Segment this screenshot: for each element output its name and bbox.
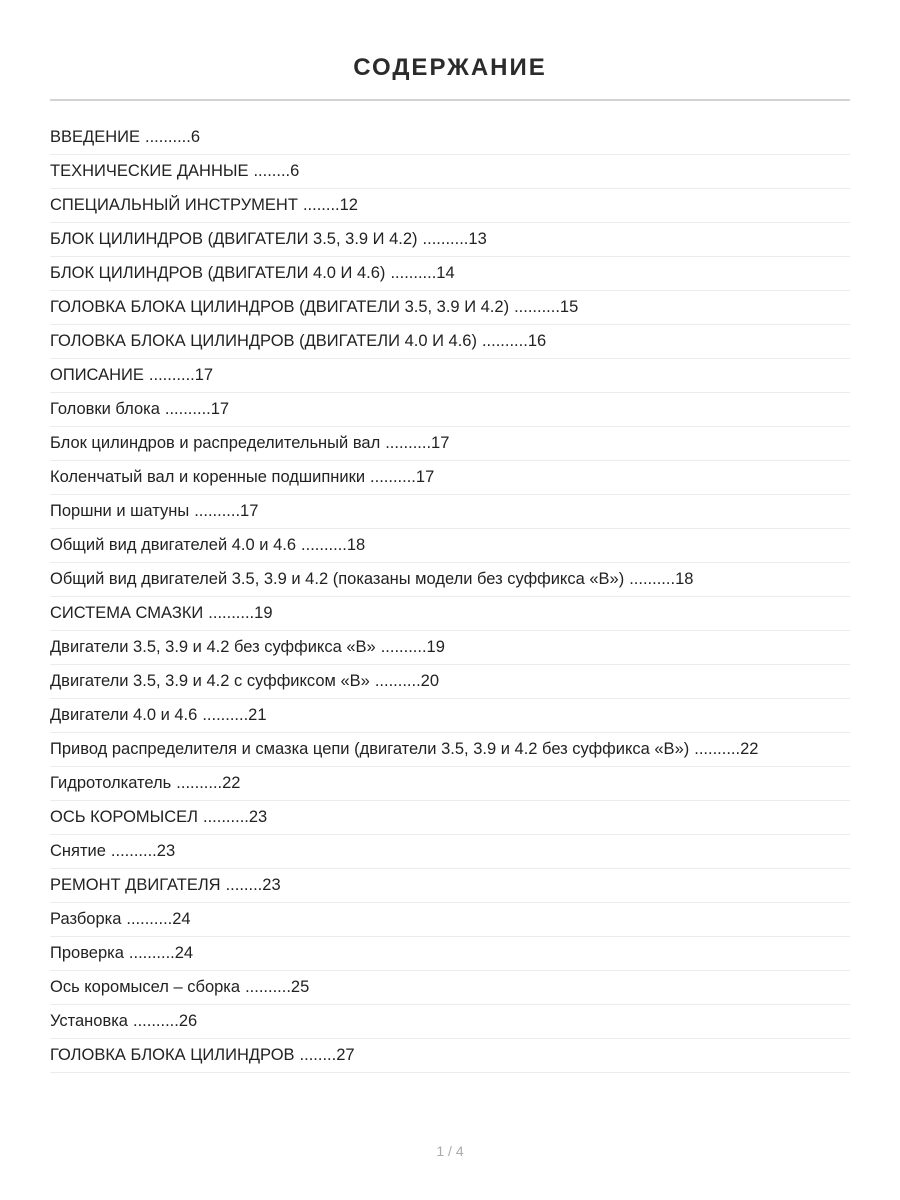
- toc-entry-leader: ........: [253, 162, 291, 180]
- toc-entry-leader: ..........: [203, 808, 249, 826]
- toc-entry[interactable]: [50, 869, 850, 903]
- toc-entry-title: Проверка: [50, 944, 124, 962]
- toc-entry[interactable]: [50, 257, 850, 291]
- toc-entry-page: 22: [740, 740, 759, 758]
- toc-entry[interactable]: [50, 665, 850, 699]
- toc-entry-title: Привод распределителя и смазка цепи (двигатели 3.5, 3.9 и 4.2 без суффикса «В»): [50, 740, 690, 758]
- toc-entry[interactable]: [50, 971, 850, 1005]
- toc-entry-leader: ..........: [144, 128, 191, 146]
- toc-entry-page: 17: [210, 400, 230, 418]
- toc-entry[interactable]: [50, 801, 850, 835]
- toc-entry-title: СИСТЕМА СМАЗКИ: [50, 604, 204, 622]
- toc-entry-leader: ..........: [380, 638, 427, 656]
- toc-entry[interactable]: [50, 461, 850, 495]
- toc-entry-title: ТЕХНИЧЕСКИЕ ДАННЫЕ: [50, 162, 249, 180]
- toc-entry[interactable]: [50, 495, 850, 529]
- toc-entry-leader: ..........: [629, 570, 676, 588]
- toc-entry-leader: ..........: [208, 604, 255, 622]
- toc-entry[interactable]: [50, 733, 850, 767]
- toc-entry-leader: ........: [225, 876, 263, 894]
- toc-entry-title: Поршни и шатуны: [50, 502, 190, 520]
- toc-entry[interactable]: [50, 155, 850, 189]
- toc-entry-page: 23: [156, 842, 176, 860]
- toc-entry-leader: ..........: [422, 230, 469, 248]
- toc-entry-leader: ..........: [128, 944, 175, 962]
- toc-entry-page: 21: [248, 706, 267, 724]
- toc-entry-title: ВВЕДЕНИЕ: [50, 128, 140, 146]
- toc-entry-page: 22: [222, 774, 241, 792]
- toc-entry-title: Ось коромысел – сборка: [50, 978, 241, 996]
- toc-entry-page: 17: [240, 502, 259, 520]
- toc-entry-page: 18: [675, 570, 694, 588]
- toc-entry-page: 20: [420, 672, 440, 690]
- toc-entry-title: РЕМОНТ ДВИГАТЕЛЯ: [50, 876, 221, 894]
- toc-entry-page: 17: [415, 468, 435, 486]
- toc-entry-leader: ..........: [126, 910, 173, 928]
- toc-entry-page: 25: [290, 978, 310, 996]
- toc-entry[interactable]: [50, 393, 850, 427]
- toc-entry-page: 23: [248, 808, 268, 826]
- toc-entry-leader: ..........: [694, 740, 741, 758]
- toc-entry[interactable]: [50, 937, 850, 971]
- toc-entry-page: 23: [262, 876, 281, 894]
- toc-entry-page: 13: [468, 230, 487, 248]
- toc-entry-leader: ..........: [245, 978, 291, 996]
- toc-entry-title: Установка: [50, 1012, 128, 1030]
- toc-entry-page: 16: [527, 332, 547, 350]
- toc-entry-leader: ..........: [110, 842, 157, 860]
- toc-entry-leader: ..........: [370, 468, 416, 486]
- toc-entry[interactable]: [50, 427, 850, 461]
- toc-entry-page: 14: [436, 264, 455, 282]
- toc-entry-title: СПЕЦИАЛЬНЫЙ ИНСТРУМЕНТ: [50, 196, 298, 214]
- toc-entry-page: 6: [290, 162, 300, 180]
- toc-entry[interactable]: [50, 325, 850, 359]
- toc-entry[interactable]: [50, 767, 850, 801]
- toc-entry-leader: ........: [302, 196, 340, 214]
- toc-entry-title: ГОЛОВКА БЛОКА ЦИЛИНДРОВ: [50, 1046, 295, 1064]
- toc-entry-title: Гидротолкатель: [50, 774, 172, 792]
- toc-entry[interactable]: [50, 1005, 850, 1039]
- toc-entry-title: Снятие: [50, 842, 106, 860]
- toc-entry-leader: ..........: [164, 400, 211, 418]
- toc-entry-page: 24: [172, 910, 191, 928]
- toc-entry-title: Блок цилиндров и распределительный вал: [50, 434, 381, 452]
- toc-entry[interactable]: [50, 835, 850, 869]
- toc-entry-page: 18: [346, 536, 366, 554]
- toc-entry-title: Головки блока: [50, 400, 160, 418]
- toc-entry[interactable]: [50, 631, 850, 665]
- page-title: СОДЕРЖАНИЕ: [353, 54, 547, 82]
- toc-entry-page: 6: [190, 128, 201, 146]
- toc-entry-title: ГОЛОВКА БЛОКА ЦИЛИНДРОВ (ДВИГАТЕЛИ 4.0 И 4.6): [50, 332, 477, 350]
- toc-entry[interactable]: [50, 699, 850, 733]
- toc-entry-page: 17: [431, 434, 450, 452]
- toc-entry-title: БЛОК ЦИЛИНДРОВ (ДВИГАТЕЛИ 4.0 И 4.6): [50, 264, 386, 282]
- toc-entry-leader: ..........: [385, 434, 432, 452]
- toc-entry-leader: ..........: [374, 672, 421, 690]
- toc-entry-title: ОПИСАНИЕ: [50, 366, 144, 384]
- toc-entry-title: Двигатели 3.5, 3.9 и 4.2 с суффиксом «В»: [50, 672, 370, 690]
- toc-entry-title: Двигатели 3.5, 3.9 и 4.2 без суффикса «В»: [50, 638, 376, 656]
- page-counter: 1 / 4: [436, 1143, 464, 1159]
- toc-entry-title: ГОЛОВКА БЛОКА ЦИЛИНДРОВ (ДВИГАТЕЛИ 3.5, 3.9 И 4.2): [50, 298, 510, 316]
- toc-entry-title: БЛОК ЦИЛИНДРОВ (ДВИГАТЕЛИ 3.5, 3.9 И 4.2): [50, 230, 418, 248]
- toc-entry-leader: ..........: [176, 774, 223, 792]
- toc-entry-leader: ..........: [148, 366, 195, 384]
- toc-entry-title: Двигатели 4.0 и 4.6: [50, 706, 198, 724]
- toc-entry-page: 12: [339, 196, 358, 214]
- toc-entry[interactable]: [50, 563, 850, 597]
- toc-entry[interactable]: [50, 1039, 850, 1073]
- toc-entry-leader: ..........: [514, 298, 560, 316]
- toc-entry-title: ОСЬ КОРОМЫСЕЛ: [50, 808, 199, 826]
- title-divider: [50, 99, 850, 101]
- toc-entry-title: Коленчатый вал и коренные подшипники: [50, 468, 366, 486]
- table-of-contents: [50, 121, 850, 1073]
- toc-entry-page: 15: [559, 298, 579, 316]
- toc-entry[interactable]: [50, 359, 850, 393]
- toc-entry-page: 19: [426, 638, 445, 656]
- toc-entry[interactable]: [50, 291, 850, 325]
- toc-entry-leader: ........: [299, 1046, 337, 1064]
- toc-entry[interactable]: [50, 189, 850, 223]
- toc-entry[interactable]: [50, 121, 850, 155]
- toc-entry-leader: ..........: [133, 1012, 179, 1030]
- toc-entry-leader: ..........: [481, 332, 528, 350]
- toc-entry-page: 17: [194, 366, 214, 384]
- toc-entry-page: 27: [336, 1046, 355, 1064]
- toc-entry-page: 24: [174, 944, 194, 962]
- toc-entry-leader: ..........: [194, 502, 241, 520]
- toc-entry[interactable]: [50, 597, 850, 631]
- toc-entry-title: Общий вид двигателей 4.0 и 4.6: [50, 536, 297, 554]
- toc-entry[interactable]: [50, 903, 850, 937]
- toc-entry-leader: ..........: [202, 706, 249, 724]
- toc-entry-page: 26: [178, 1012, 198, 1030]
- toc-entry-title: Общий вид двигателей 3.5, 3.9 и 4.2 (показаны модели без суффикса «В»): [50, 570, 625, 588]
- toc-entry[interactable]: [50, 529, 850, 563]
- toc-entry[interactable]: [50, 223, 850, 257]
- toc-entry-page: 19: [254, 604, 273, 622]
- toc-entry-leader: ..........: [390, 264, 437, 282]
- toc-entry-leader: ..........: [301, 536, 347, 554]
- toc-entry-title: Разборка: [50, 910, 122, 928]
